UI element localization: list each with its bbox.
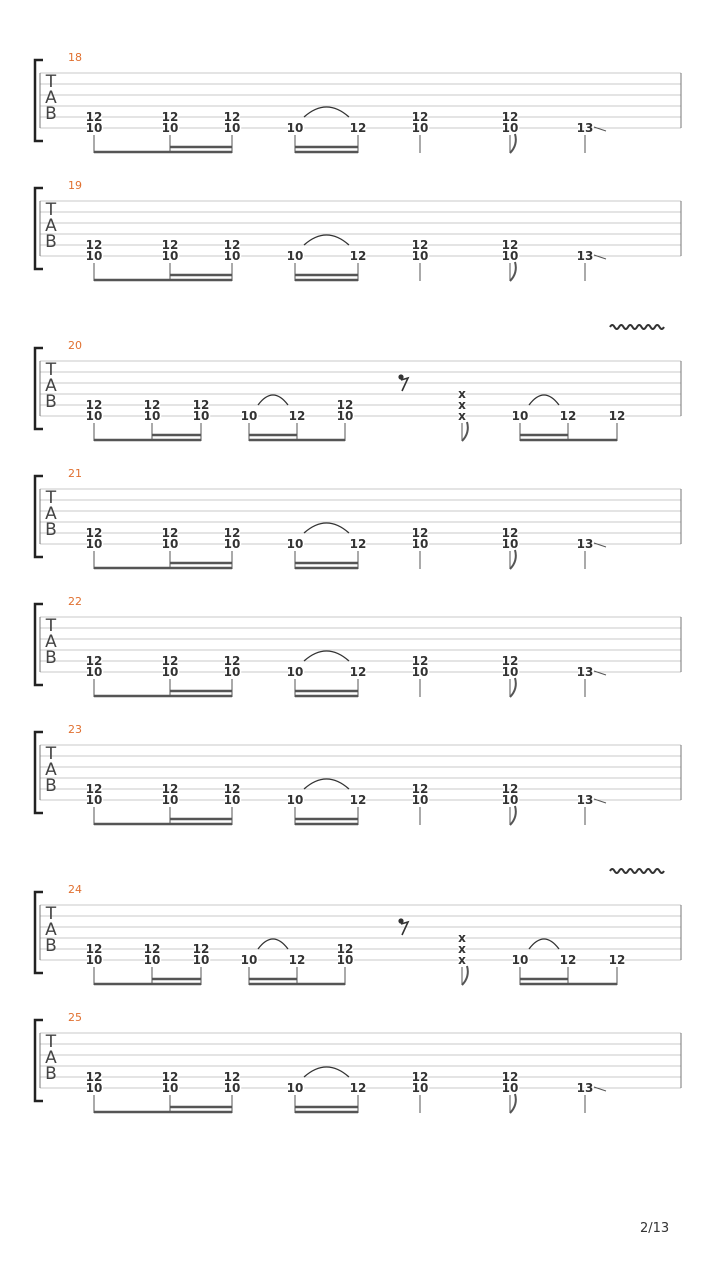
fret-number: x: [458, 409, 466, 423]
fret-number: 10: [286, 121, 304, 135]
fret-number: 12: [411, 782, 429, 796]
fret-number: 10: [85, 537, 103, 551]
fret-number: 12: [223, 238, 241, 252]
note-column: [86, 1070, 103, 1113]
fret-number: 10: [411, 1081, 429, 1095]
tab-clef-letter: B: [45, 520, 57, 540]
tab-clef-letter: A: [45, 88, 57, 108]
fret-number: 12: [336, 942, 354, 956]
tab-clef-letter: B: [45, 392, 57, 412]
fret-number: 10: [85, 793, 103, 807]
fret-number: 12: [608, 953, 626, 967]
note-flag: [462, 966, 468, 985]
fret-number: 10: [85, 249, 103, 263]
fret-number: 12: [161, 526, 179, 540]
fret-number: 12: [349, 793, 367, 807]
note-flag: [510, 262, 516, 281]
fret-number: 10: [336, 953, 354, 967]
tab-clef-letter: A: [45, 760, 57, 780]
tie-arc: [304, 779, 349, 789]
note-column: [502, 782, 519, 825]
system-bracket: [35, 1020, 43, 1101]
fret-number: x: [458, 387, 466, 401]
fret-number: 12: [349, 249, 367, 263]
note-column: [577, 1081, 606, 1113]
fret-number: 12: [559, 953, 577, 967]
vibrato-mark: [610, 325, 664, 329]
fret-number: 10: [223, 249, 241, 263]
fret-number: 12: [223, 110, 241, 124]
tab-system: [35, 723, 681, 825]
measure-number: 22: [68, 595, 82, 608]
fret-number: 12: [85, 238, 103, 252]
fret-number: 10: [85, 665, 103, 679]
tie-arc: [529, 939, 559, 949]
fret-number: 10: [223, 537, 241, 551]
note-column: [86, 526, 103, 569]
system-bracket: [35, 604, 43, 685]
fret-number: 12: [85, 398, 103, 412]
system-bracket: [35, 348, 43, 429]
tab-clef-letter: B: [45, 1064, 57, 1084]
fret-number: 12: [411, 654, 429, 668]
fret-number: 10: [501, 1081, 519, 1095]
measure-number: 20: [68, 339, 82, 352]
fret-number: 10: [143, 953, 161, 967]
fret-number: 10: [240, 409, 258, 423]
note-column: [502, 526, 519, 569]
note-flag: [462, 422, 468, 441]
fret-number: 10: [501, 793, 519, 807]
fret-number: 10: [501, 121, 519, 135]
fret-number: 10: [501, 665, 519, 679]
tie-arc: [304, 1067, 349, 1077]
note-column: [502, 654, 519, 697]
fret-number: 10: [336, 409, 354, 423]
fret-number: 10: [85, 953, 103, 967]
fret-number: 13: [576, 121, 594, 135]
note-flag: [510, 678, 516, 697]
tab-clef-letter: B: [45, 232, 57, 252]
note-column: [609, 953, 626, 985]
note-flag: [510, 806, 516, 825]
fret-number: 10: [411, 249, 429, 263]
fret-number: 10: [143, 409, 161, 423]
fret-number: 10: [223, 121, 241, 135]
measure-number: 25: [68, 1011, 82, 1024]
fret-number: x: [458, 942, 466, 956]
fret-number: 10: [501, 249, 519, 263]
fret-number: 10: [161, 121, 179, 135]
note-column: [412, 110, 429, 153]
fret-number: 12: [161, 782, 179, 796]
tab-system: [35, 595, 681, 697]
fret-number: 10: [223, 665, 241, 679]
fret-number: 12: [85, 654, 103, 668]
note-column: [577, 665, 606, 697]
note-column: [502, 238, 519, 281]
note-column: [412, 782, 429, 825]
note-column: [337, 398, 354, 441]
fret-number: 12: [349, 1081, 367, 1095]
fret-number: 12: [501, 1070, 519, 1084]
fret-number: 12: [223, 654, 241, 668]
fret-number: 13: [576, 665, 594, 679]
tie-arc: [304, 523, 349, 533]
note-column: [412, 526, 429, 569]
fret-number: 10: [286, 793, 304, 807]
page-number: 2/13: [640, 1221, 670, 1236]
system-bracket: [35, 732, 43, 813]
fret-number: 10: [511, 409, 529, 423]
fret-number: 10: [85, 121, 103, 135]
system-bracket: [35, 188, 43, 269]
fret-number: 12: [559, 409, 577, 423]
fret-number: 12: [85, 782, 103, 796]
rest-stem: [401, 378, 408, 391]
note-column: [502, 1070, 519, 1113]
fret-number: 10: [85, 1081, 103, 1095]
measure-number: 19: [68, 179, 82, 192]
fret-number: 10: [192, 409, 210, 423]
tab-system: [35, 467, 681, 569]
fret-number: 10: [411, 793, 429, 807]
tab-clef-letter: T: [45, 904, 57, 924]
fret-number: 12: [288, 409, 306, 423]
fret-number: 12: [411, 526, 429, 540]
tie-arc: [304, 235, 349, 245]
tab-clef-letter: T: [45, 744, 57, 764]
tab-system: [35, 179, 681, 281]
fret-number: 10: [286, 249, 304, 263]
note-column: [86, 782, 103, 825]
tab-system: [35, 325, 681, 441]
fret-number: 12: [336, 398, 354, 412]
tab-clef-letter: A: [45, 920, 57, 940]
fret-number: 10: [85, 409, 103, 423]
system-bracket: [35, 476, 43, 557]
fret-number: 10: [240, 953, 258, 967]
fret-number: 12: [501, 526, 519, 540]
note-flag: [510, 134, 516, 153]
fret-number: 12: [161, 1070, 179, 1084]
fret-number: 10: [411, 121, 429, 135]
fret-number: 12: [608, 409, 626, 423]
note-flag: [510, 1094, 516, 1113]
fret-number: 10: [286, 665, 304, 679]
system-bracket: [35, 892, 43, 973]
tab-clef-letter: T: [45, 72, 57, 92]
fret-number: 12: [192, 942, 210, 956]
fret-number: 12: [161, 654, 179, 668]
tab-clef-letter: A: [45, 1048, 57, 1068]
fret-number: 12: [223, 1070, 241, 1084]
fret-number: 10: [161, 665, 179, 679]
tab-clef-letter: A: [45, 632, 57, 652]
note-column: [412, 654, 429, 697]
fret-number: 10: [161, 537, 179, 551]
tab-clef-letter: T: [45, 200, 57, 220]
system-bracket: [35, 60, 43, 141]
tab-clef-letter: B: [45, 104, 57, 124]
fret-number: 12: [161, 110, 179, 124]
note-column: [577, 249, 606, 281]
fret-number: 12: [411, 1070, 429, 1084]
fret-number: 13: [576, 537, 594, 551]
fret-number: 10: [161, 1081, 179, 1095]
note-flag: [510, 550, 516, 569]
fret-number: 12: [349, 665, 367, 679]
note-column: [86, 654, 103, 697]
tab-clef-letter: T: [45, 360, 57, 380]
measure-number: 18: [68, 51, 82, 64]
tab-clef-letter: B: [45, 648, 57, 668]
fret-number: 12: [85, 526, 103, 540]
note-column: [86, 398, 103, 441]
note-column: [412, 1070, 429, 1113]
note-column: [86, 110, 103, 153]
fret-number: 12: [161, 238, 179, 252]
fret-number: 10: [223, 793, 241, 807]
fret-number: x: [458, 398, 466, 412]
fret-number: 12: [411, 238, 429, 252]
fret-number: 12: [501, 238, 519, 252]
fret-number: 12: [85, 1070, 103, 1084]
fret-number: 12: [349, 121, 367, 135]
note-column: [86, 942, 103, 985]
tab-clef-letter: T: [45, 1032, 57, 1052]
tab-clef-letter: T: [45, 616, 57, 636]
fret-number: 12: [192, 398, 210, 412]
fret-number: 10: [411, 665, 429, 679]
fret-number: 10: [192, 953, 210, 967]
fret-number: 10: [161, 793, 179, 807]
fret-number: 12: [223, 782, 241, 796]
measure-number: 23: [68, 723, 82, 736]
fret-number: 12: [143, 398, 161, 412]
note-column: [577, 537, 606, 569]
tab-clef-letter: B: [45, 936, 57, 956]
fret-number: 10: [223, 1081, 241, 1095]
fret-number: 12: [85, 942, 103, 956]
vibrato-mark: [610, 869, 664, 873]
note-column: [337, 942, 354, 985]
fret-number: 13: [576, 249, 594, 263]
note-column: [458, 387, 468, 441]
tab-system: [35, 1011, 681, 1113]
fret-number: 10: [411, 537, 429, 551]
fret-number: 12: [85, 110, 103, 124]
fret-number: 12: [501, 110, 519, 124]
rest-stem: [401, 922, 408, 935]
tab-clef-letter: B: [45, 776, 57, 796]
fret-number: x: [458, 953, 466, 967]
fret-number: 12: [411, 110, 429, 124]
fret-number: 12: [288, 953, 306, 967]
fret-number: 12: [501, 654, 519, 668]
note-column: [502, 110, 519, 153]
tab-system: [35, 869, 681, 985]
note-column: [577, 121, 606, 153]
tab-clef-letter: A: [45, 504, 57, 524]
fret-number: 10: [511, 953, 529, 967]
note-column: [412, 238, 429, 281]
fret-number: 10: [161, 249, 179, 263]
fret-number: 12: [349, 537, 367, 551]
fret-number: 10: [286, 1081, 304, 1095]
note-column: [86, 238, 103, 281]
note-column: [458, 931, 468, 985]
measure-number: 24: [68, 883, 82, 896]
fret-number: 10: [286, 537, 304, 551]
note-column: [609, 409, 626, 441]
tie-arc: [529, 395, 559, 405]
tie-arc: [258, 939, 288, 949]
note-column: [577, 793, 606, 825]
measure-number: 21: [68, 467, 82, 480]
fret-number: 12: [501, 782, 519, 796]
fret-number: 13: [576, 1081, 594, 1095]
fret-number: 12: [143, 942, 161, 956]
fret-number: 12: [223, 526, 241, 540]
tab-clef-letter: A: [45, 216, 57, 236]
fret-number: 13: [576, 793, 594, 807]
fret-number: x: [458, 931, 466, 945]
tie-arc: [304, 651, 349, 661]
tie-arc: [304, 107, 349, 117]
tab-system: [35, 51, 681, 153]
tie-arc: [258, 395, 288, 405]
tab-clef-letter: T: [45, 488, 57, 508]
tab-clef-letter: A: [45, 376, 57, 396]
fret-number: 10: [501, 537, 519, 551]
